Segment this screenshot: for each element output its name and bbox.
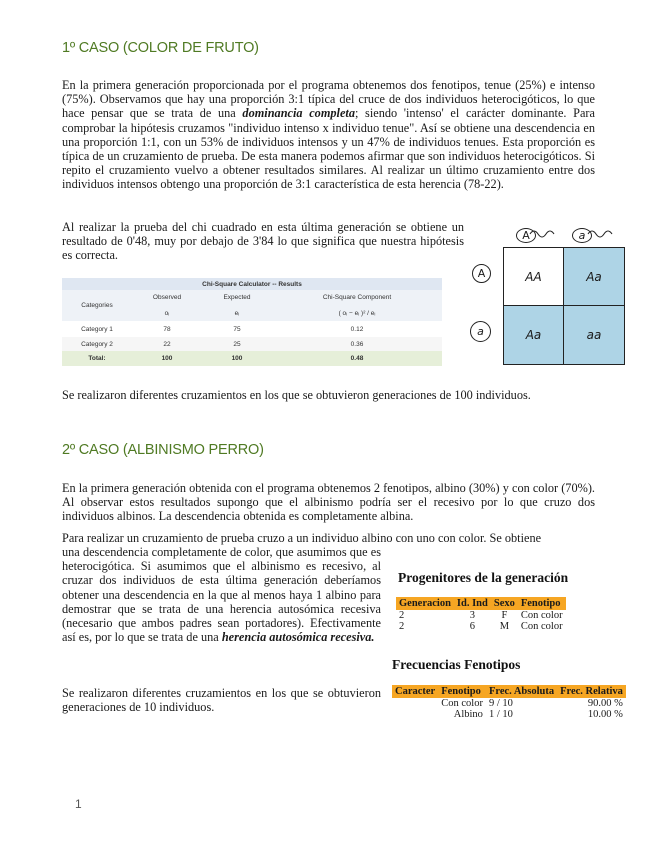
table-cell: M — [499, 621, 510, 632]
punnett-cell-aa: aa — [564, 306, 624, 364]
section2-paragraph-3: Se realizaron diferentes cruzamientos en los que se obtuvieron generaciones de 10 individuos. — [62, 686, 381, 715]
allele-top-left: A — [516, 228, 536, 243]
allele-side-top: A — [472, 264, 491, 283]
frecuencias-title: Frecuencias Fenotipos — [392, 657, 521, 672]
chi-col-observed: Observed — [152, 294, 182, 301]
chi-cell: 78 — [163, 325, 171, 333]
table-cell: F — [501, 610, 508, 621]
page-number: 1 — [75, 797, 82, 811]
table-row — [396, 621, 566, 632]
progenitores-title: Progenitores de la generación — [398, 570, 569, 585]
progenitores-header: Generacion — [396, 597, 454, 610]
section1-paragraph-3: Se realizaron diferentes cruzamientos en los que se obtuvieron generaciones de 100 individuos. — [62, 388, 531, 402]
section2-title: 2º CASO (ALBINISMO PERRO) — [62, 442, 264, 458]
chi-sub-expected: eᵢ — [234, 309, 240, 317]
chi-cell: 0.12 — [350, 325, 364, 333]
table-cell: 6 — [469, 621, 475, 632]
chi-sub-observed: oᵢ — [164, 309, 170, 317]
punnett-square — [466, 226, 626, 366]
chi-cell: Category 2 — [81, 340, 113, 348]
table-cell: 3 — [469, 610, 475, 621]
frecuencias-table — [392, 685, 626, 720]
table-row — [396, 610, 566, 621]
chi-square-table — [62, 278, 442, 366]
chi-cell: 0.36 — [350, 340, 364, 348]
allele-side-bottom: a — [470, 321, 491, 342]
chi-row-2 — [62, 337, 442, 351]
section2-paragraph-2-lead: Para realizar un cruzamiento de prueba cruzo a un individuo albino con uno con color. Se obtiene — [62, 531, 542, 545]
table-cell: 2 — [399, 610, 405, 621]
table-row — [392, 698, 626, 709]
table-row — [392, 709, 626, 720]
chi-title: Chi-Square Calculator -- Results — [62, 278, 442, 290]
table-cell: 90.00 % — [587, 698, 623, 709]
frecuencias-header: Caracter — [392, 685, 438, 698]
table-cell: 10.00 % — [587, 709, 623, 720]
chi-col-component: Chi-Square Component — [322, 294, 392, 301]
progenitores-header-row — [396, 597, 566, 610]
chi-cell: 0.48 — [350, 355, 364, 362]
chi-cell: Category 1 — [81, 325, 113, 333]
table-cell: Con color — [441, 698, 483, 709]
punnett-cell-Aa-2: Aa — [504, 306, 564, 364]
frecuencias-header: Frec. Relativa — [557, 685, 626, 698]
table-cell: Con color — [520, 610, 563, 621]
chi-cell: Total: — [88, 355, 106, 362]
table-cell: Albino — [453, 709, 483, 720]
chi-cell: 100 — [231, 355, 243, 362]
frecuencias-header: Fenotipo — [438, 685, 486, 698]
progenitores-header: Id. Ind — [454, 597, 491, 610]
chi-total-row — [62, 351, 442, 366]
progenitores-header: Sexo — [491, 597, 518, 610]
chi-row-1 — [62, 321, 442, 337]
chi-cell: 100 — [161, 355, 173, 362]
section2-paragraph-1: En la primera generación obtenida con el programa obtenemos 2 fenotipos, albino (30%) y con color (70%). Al observar estos resultados supongo que el albinismo podría ser el recesivo por lo que cruzo dos individuos albinos. La descendencia obtenida es completamente albina. — [62, 481, 595, 524]
chi-sub-component: ( oᵢ − eᵢ )² / eᵢ — [338, 309, 376, 317]
progenitores-header: Fenotipo — [518, 597, 566, 610]
chi-col-expected: Expected — [223, 294, 251, 301]
punnett-cell-AA: AA — [504, 248, 564, 306]
allele-top-right: a — [572, 228, 592, 243]
table-cell — [392, 709, 438, 720]
chi-cell: 25 — [233, 340, 241, 348]
table-cell — [392, 698, 438, 709]
progenitores-table — [396, 597, 566, 632]
section1-title: 1º CASO (COLOR DE FRUTO) — [62, 40, 259, 56]
table-cell: 9 / 10 — [488, 698, 513, 709]
frecuencias-header: Frec. Absoluta — [486, 685, 557, 698]
section2-paragraph-2: una descendencia completamente de color, que asumimos que es heterocigótica. Si asumimos que el albinismo es recesivo, al cruzar dos individuos de esta última generación deberíamos obtener una descendencia en la que al menos haya 1 albino para demostrar que se trata de una herencia autosómica recesiva (necesario que ambos padres sean portadores). Efectivamente así es, por lo que se trata de una herencia autosómica recesiva. — [62, 545, 381, 645]
table-cell: 2 — [399, 621, 405, 632]
section1-paragraph-1: En la primera generación proporcionada por el programa obtenemos dos fenotipos, tenue (25%) e intenso (75%). Observamos que hay una proporción 3:1 típica del cruce de dos individuos heterocigóticos, lo que hace pensar que se trata de una dominancia completa; siendo 'intenso' el carácter dominante. Para comprobar la hipótesis cruzamos "individuo intenso x individuo tenue". Así se obtiene una descendencia en una proporción 1:1, con un 53% de individuos intensos y un 47% de individuos tenues. Esta proporción es típica de un cruzamiento de prueba. De esta manera podemos afirmar que son individuos heterocigóticos. Si repito el cruzamiento vuelvo a obtener resultados similares. Al realizar un último cruzamiento entre dos individuos intensos obtengo una proporción de 3:1 característica de esta herencia (78-22). — [62, 78, 595, 192]
chi-cell: 22 — [163, 340, 171, 348]
chi-cell: 75 — [233, 325, 241, 333]
chi-col-categories: Categories — [81, 302, 113, 309]
section1-paragraph-2: Al realizar la prueba del chi cuadrado en esta última generación se obtiene un resultado de 0'48, muy por debajo de 3'84 lo que significa que nuestra hipótesis es correcta. — [62, 220, 464, 263]
table-cell: 1 / 10 — [488, 709, 513, 720]
punnett-cell-Aa-1: Aa — [564, 248, 624, 306]
table-cell: Con color — [520, 621, 563, 632]
frecuencias-header-row — [392, 685, 626, 698]
